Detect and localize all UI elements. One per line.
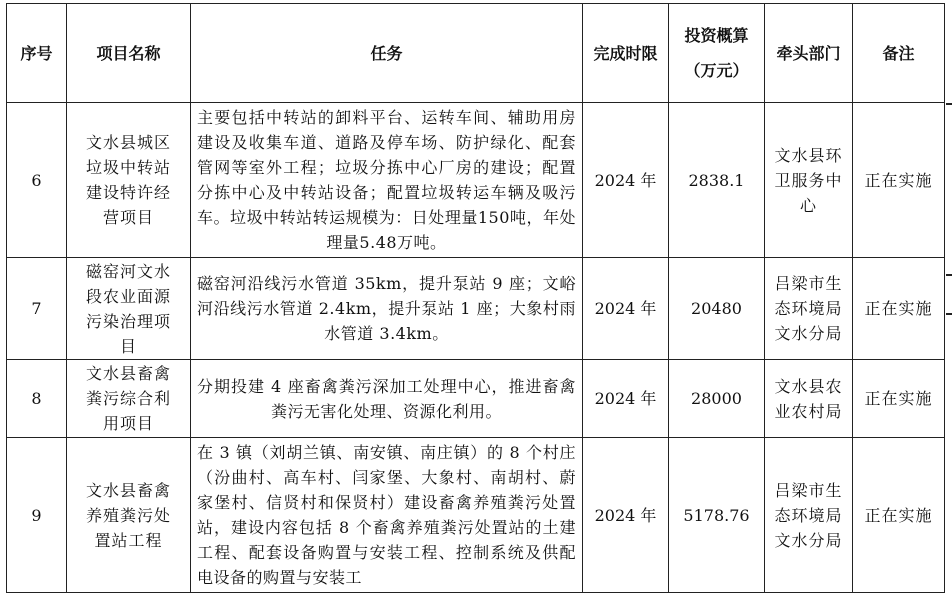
header-investment-label: 投资概算	[684, 26, 749, 45]
table-row	[7, 360, 945, 438]
cell-deadline: 2024 年	[583, 258, 669, 360]
cell-note: 正在实施	[853, 360, 945, 438]
header-note: 备注	[853, 4, 945, 103]
cell-name: 文水县畜禽粪污综合利用项目	[67, 360, 191, 438]
cell-task: 主要包括中转站的卸料平台、运转车间、辅助用房建设及收集车道、道路及停车场、防护绿化、配套管网等室外工程；垃圾分拣中心厂房的建设；配置分拣中心及中转站设备；配置垃圾转运车辆及吸污车。垃圾中转站转运规模为：日处理量150吨，年处理量5.48万吨。	[191, 103, 583, 258]
cell-dept: 吕梁市生态环境局文水分局	[765, 438, 853, 593]
cell-name: 文水县畜禽养殖粪污处置站工程	[67, 438, 191, 593]
header-deadline: 完成时限	[583, 4, 669, 103]
cell-task: 分期投建 4 座畜禽粪污深加工处理中心，推进畜禽粪污无害化处理、资源化利用。	[191, 360, 583, 438]
cell-name: 文水县城区垃圾中转站建设特许经营项目	[67, 103, 191, 258]
header-seq: 序号	[7, 4, 67, 103]
cell-seq: 7	[7, 258, 67, 360]
page-edge-mark	[946, 274, 952, 276]
header-name: 项目名称	[67, 4, 191, 103]
cell-deadline: 2024 年	[583, 360, 669, 438]
cell-dept: 吕梁市生态环境局文水分局	[765, 258, 853, 360]
cell-deadline: 2024 年	[583, 438, 669, 593]
cell-note: 正在实施	[853, 438, 945, 593]
header-investment	[669, 4, 765, 103]
cell-seq: 8	[7, 360, 67, 438]
cell-task: 在 3 镇（刘胡兰镇、南安镇、南庄镇）的 8 个村庄（汾曲村、高车村、闫家堡、大象村、南胡村、蔚家堡村、信贤村和保贤村）建设畜禽养殖粪污处置站，建设内容包括 8 个畜禽养殖粪污处置站的土建工程、配套设备购置与安装工程、控制系统及供配电设备的购置与安装工	[191, 438, 583, 593]
table-row	[7, 258, 945, 360]
header-investment-unit: （万元）	[684, 61, 749, 80]
header-dept: 牵头部门	[765, 4, 853, 103]
cell-investment: 2838.1	[669, 103, 765, 258]
page-edge-mark	[946, 103, 952, 105]
cell-name: 磁窑河文水段农业面源污染治理项目	[67, 258, 191, 360]
header-task: 任务	[191, 4, 583, 103]
table-row	[7, 438, 945, 593]
cell-note: 正在实施	[853, 258, 945, 360]
cell-note: 正在实施	[853, 103, 945, 258]
cell-investment: 20480	[669, 258, 765, 360]
cell-dept: 文水县环卫服务中心	[765, 103, 853, 258]
table-row	[7, 103, 945, 258]
cell-task: 磁窑河沿线污水管道 35km，提升泵站 9 座；文峪河沿线污水管道 2.4km，提升泵站 1 座；大象村雨水管道 3.4km。	[191, 258, 583, 360]
cell-dept: 文水县农业农村局	[765, 360, 853, 438]
cell-seq: 6	[7, 103, 67, 258]
cell-investment: 28000	[669, 360, 765, 438]
project-table	[6, 3, 945, 593]
header-row	[7, 4, 945, 103]
cell-seq: 9	[7, 438, 67, 593]
page-edge-mark	[946, 313, 952, 315]
cell-investment: 5178.76	[669, 438, 765, 593]
cell-deadline: 2024 年	[583, 103, 669, 258]
